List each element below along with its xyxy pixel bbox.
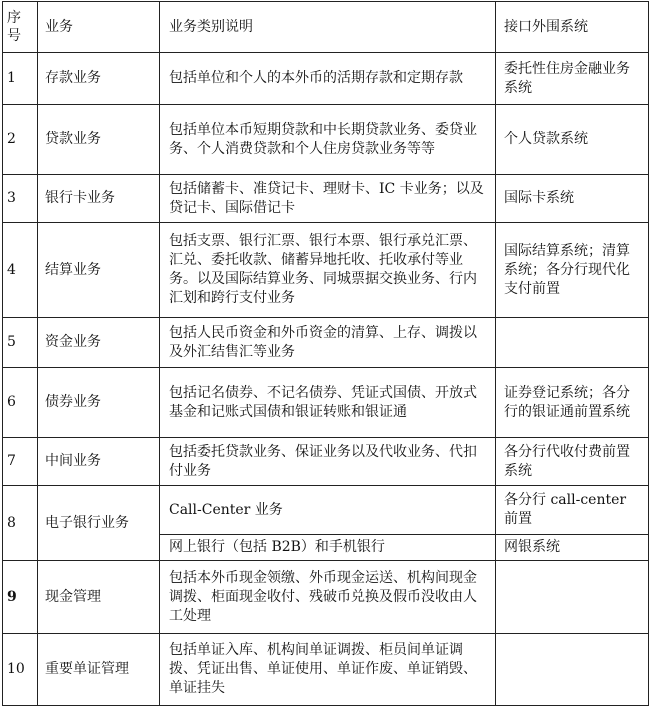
row-business: 电子银行业务 xyxy=(38,486,160,561)
table-row xyxy=(3,318,649,368)
row-desc: 包括人民币资金和外币资金的清算、上存、调拨以及外汇结售汇等业务 xyxy=(160,318,496,368)
row-system: 国际结算系统；清算系统；各分行现代化支付前置 xyxy=(496,223,649,318)
row-system: 各分行 call-center 前置 xyxy=(496,486,649,535)
row-num: 7 xyxy=(3,438,38,486)
business-table xyxy=(2,1,649,706)
row-system: 个人贷款系统 xyxy=(496,105,649,175)
header-business: 业务 xyxy=(38,2,160,53)
row-desc: 包括储蓄卡、准贷记卡、理财卡、IC 卡业务；以及贷记卡、国际借记卡 xyxy=(160,175,496,223)
row-desc: Call-Center 业务 xyxy=(160,486,496,535)
row-num: 9 xyxy=(3,561,38,634)
row-desc: 包括记名债券、不记名债券、凭证式国债、开放式基金和记账式国债和银证转账和银证通 xyxy=(160,368,496,438)
row-business: 贷款业务 xyxy=(38,105,160,175)
table-row xyxy=(3,105,649,175)
table-row xyxy=(3,438,649,486)
row-desc: 网上银行（包括 B2B）和手机银行 xyxy=(160,535,496,561)
table-row xyxy=(3,634,649,706)
table-header-row xyxy=(3,2,649,53)
table-row xyxy=(3,53,649,105)
row-desc: 包括委托贷款业务、保证业务以及代收业务、代扣付业务 xyxy=(160,438,496,486)
row-business: 现金管理 xyxy=(38,561,160,634)
row-business: 资金业务 xyxy=(38,318,160,368)
header-desc: 业务类别说明 xyxy=(160,2,496,53)
row-num: 5 xyxy=(3,318,38,368)
row-system: 各分行代收付费前置系统 xyxy=(496,438,649,486)
table-row xyxy=(3,368,649,438)
row-desc: 包括支票、银行汇票、银行本票、银行承兑汇票、汇兑、委托收款、储蓄异地托收、托收承付等业务。以及国际结算业务、同城票据交换业务、行内汇划和跨行支付业务 xyxy=(160,223,496,318)
row-business: 重要单证管理 xyxy=(38,634,160,706)
row-business: 结算业务 xyxy=(38,223,160,318)
row-system xyxy=(496,318,649,368)
table-row xyxy=(3,486,649,535)
row-system xyxy=(496,634,649,706)
header-system: 接口外围系统 xyxy=(496,2,649,53)
row-system: 网银系统 xyxy=(496,535,649,561)
row-num: 3 xyxy=(3,175,38,223)
table-row xyxy=(3,175,649,223)
row-num: 10 xyxy=(3,634,38,706)
table-row xyxy=(3,223,649,318)
row-num: 1 xyxy=(3,53,38,105)
row-desc: 包括单位本币短期贷款和中长期贷款业务、委贷业务、个人消费贷款和个人住房贷款业务等等 xyxy=(160,105,496,175)
row-desc: 包括单位和个人的本外币的活期存款和定期存款 xyxy=(160,53,496,105)
header-num: 序号 xyxy=(3,2,38,53)
row-num: 2 xyxy=(3,105,38,175)
row-business: 银行卡业务 xyxy=(38,175,160,223)
row-system: 委托性住房金融业务系统 xyxy=(496,53,649,105)
row-system: 国际卡系统 xyxy=(496,175,649,223)
row-business: 债券业务 xyxy=(38,368,160,438)
row-business: 存款业务 xyxy=(38,53,160,105)
row-desc: 包括本外币现金领缴、外币现金运送、机构间现金调拨、柜面现金收付、残破币兑换及假币没收由人工处理 xyxy=(160,561,496,634)
row-business: 中间业务 xyxy=(38,438,160,486)
row-desc: 包括单证入库、机构间单证调拨、柜员间单证调拨、凭证出售、单证使用、单证作废、单证销毁、单证挂失 xyxy=(160,634,496,706)
row-system xyxy=(496,561,649,634)
row-num: 6 xyxy=(3,368,38,438)
table-row xyxy=(3,561,649,634)
row-num: 8 xyxy=(3,486,38,561)
row-system: 证券登记系统；各分行的银证通前置系统 xyxy=(496,368,649,438)
row-num: 4 xyxy=(3,223,38,318)
